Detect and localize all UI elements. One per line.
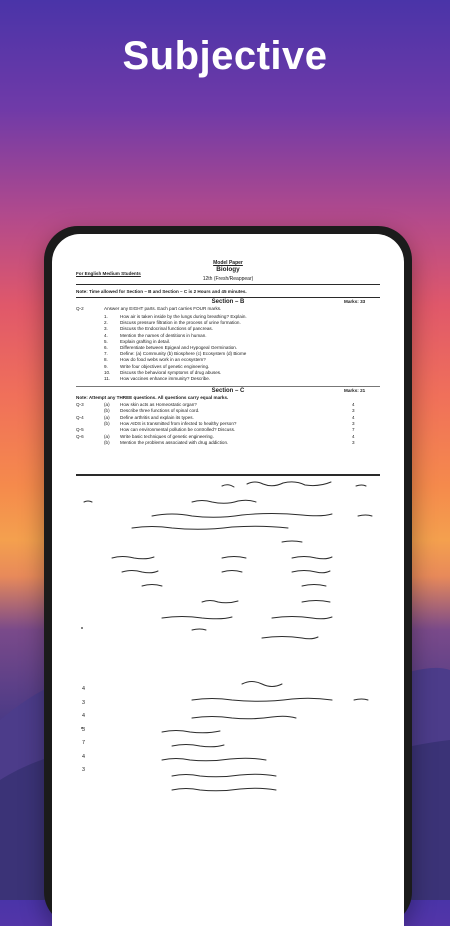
medium-label: For English Medium Students: [76, 271, 141, 276]
marks-number: 4: [82, 686, 85, 692]
q2-part-number: 8.: [104, 357, 108, 363]
time-note: Note: Time allowed for Section – B and Section – C is 2 Hours and 45 minutes.: [76, 289, 247, 294]
q2-intro: Answer any EIGHT parts. Each part carries FOUR marks.: [104, 306, 222, 311]
question-text: How can environmental pollution be controlled? Discuss.: [120, 427, 236, 433]
marks-number: 3: [82, 699, 85, 706]
question-marks: 3: [352, 420, 355, 426]
urdu-section-content: [72, 478, 388, 798]
q2-part: Write four objectives of genetic engineering.: [120, 363, 210, 369]
section-b-marks: Marks: 33: [344, 299, 366, 304]
q2-part: How air is taken inside by the lungs during breathing? Explain.: [120, 314, 247, 319]
q2-part: Mention the names of dentitions in human.: [120, 332, 207, 338]
section-c-heading: Section – C: [211, 388, 245, 394]
q2-part-number: 4.: [104, 332, 108, 338]
divider: [76, 297, 380, 298]
question-marks: 4: [352, 433, 355, 439]
subject-label: Biology: [216, 266, 240, 273]
marks-number: 4: [82, 713, 85, 719]
exam-paper[interactable]: [52, 234, 404, 926]
marks-number: 3: [82, 767, 85, 773]
question-marks: 3: [352, 408, 355, 414]
page-title: Subjective: [122, 34, 328, 78]
q2-part-number: 2.: [104, 320, 108, 326]
question-part-label: (a): [104, 402, 110, 407]
q2-part: Discuss pressure filtration in the process of urine formation.: [120, 320, 241, 326]
q2-part: Discuss the Endocrinal functions of pancreas.: [120, 326, 213, 332]
question-part-label: (b): [104, 439, 110, 445]
question-text: Define arthritis and explain its types.: [120, 414, 194, 420]
question-part-label: (a): [104, 414, 110, 420]
marks-number: 3: [82, 726, 85, 733]
q2-part-number: 9.: [104, 363, 108, 369]
q2-label: Q-2: [76, 306, 84, 311]
section-c-marks: Marks: 21: [344, 388, 366, 393]
q2-part-number: 11.: [104, 376, 111, 381]
q2-part: How vaccines enhance immunity? Describe.: [120, 376, 211, 381]
question-marks: 7: [352, 427, 355, 433]
question-number: Q-5: [76, 427, 84, 433]
question-number: Q-6: [76, 433, 84, 439]
question-part-label: (b): [104, 408, 110, 414]
q2-part: Differentiate between Epigeal and Hypogeal Germination.: [120, 345, 238, 350]
question-text: Mention the problems associated with drug addiction.: [120, 439, 229, 445]
q2-part-number: 3.: [104, 326, 108, 332]
q2-part: How do food webs work in an ecosystem?: [120, 357, 206, 363]
question-marks: 4: [352, 414, 355, 420]
divider: [76, 284, 380, 285]
q2-part-number: 5.: [104, 338, 108, 344]
question-marks: 4: [352, 402, 355, 407]
q2-part-number: 6.: [104, 345, 108, 350]
question-number: Q-4: [76, 414, 84, 420]
q2-part-number: 10.: [104, 369, 111, 375]
q2-part: Define: (a) Community (b) Biosphere (c) Ecosystem (d) Biome: [120, 351, 247, 357]
marks-number: 4: [82, 753, 85, 760]
divider: [76, 474, 380, 476]
question-number: Q-3: [76, 402, 84, 407]
q2-part: Discuss the behavioral symptoms of drug abuses.: [120, 369, 222, 375]
question-text: Describe three functions of spinal cord.: [120, 408, 200, 414]
grade-label: 12th (Fresh/Reappear): [202, 276, 254, 282]
model-paper-label: Model Paper: [213, 260, 243, 266]
question-text: Write basic techniques of genetic engineering.: [120, 433, 214, 439]
question-text: How skin acts as Homeostatic organ?: [120, 402, 197, 407]
question-text: How AIDS is transmitted from infected to healthy person?: [120, 420, 237, 426]
question-marks: 3: [352, 439, 355, 445]
section-b-heading: Section – B: [211, 299, 245, 305]
q2-part-number: 7.: [104, 351, 108, 357]
phone-frame: [44, 226, 412, 926]
section-c-note: Note: Attempt any THREE questions. All questions carry equal marks.: [76, 395, 229, 400]
phone-screen[interactable]: [52, 234, 404, 926]
question-part-label: (b): [104, 420, 110, 426]
question-part-label: (a): [104, 433, 110, 439]
q2-part: Explain grafting in detail.: [120, 338, 171, 344]
divider: [76, 386, 380, 387]
q2-part-number: 1.: [104, 314, 108, 319]
marks-number: 7: [82, 740, 85, 746]
